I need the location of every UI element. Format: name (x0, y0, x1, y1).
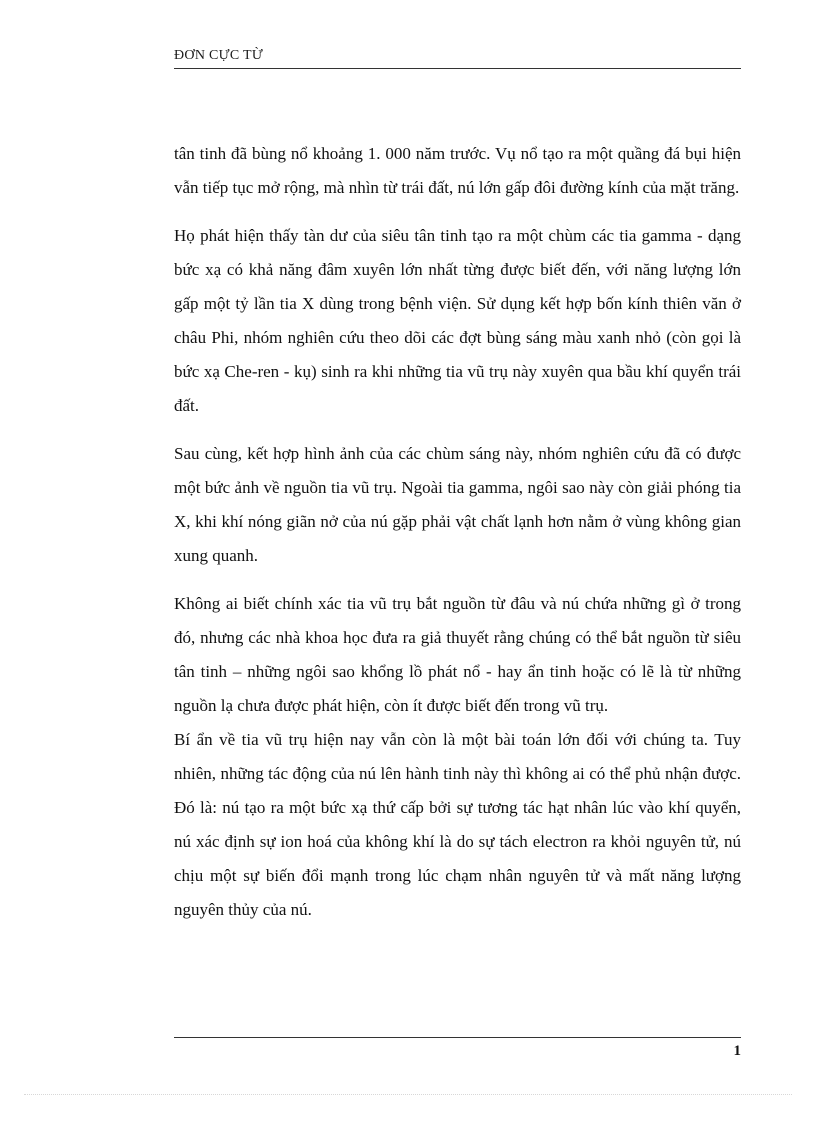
paragraph-5: Bí ẩn về tia vũ trụ hiện nay vẫn còn là một bài toán lớn đối với chúng ta. Tuy nhiên, những tác động của nú lên hành tinh này thì không ai có thể phủ nhận được. Đó là: nú tạo ra một bức xạ thứ cấp bởi sự tương tác hạt nhân lúc vào khí quyển, nú xác định sự ion hoá của không khí là do sự tách electron ra khỏi nguyên tử, nú chịu một sự biến đổi mạnh trong lúc chạm nhân nguyên tử và mất năng lượng nguyên thủy của nú. (174, 730, 741, 919)
footer-divider (174, 1037, 741, 1038)
page-footer (174, 1037, 741, 1067)
header-title: ĐƠN CỰC TỪ (174, 48, 264, 63)
paragraph-2: Họ phát hiện thấy tàn dư của siêu tân tinh tạo ra một chùm các tia gamma - dạng bức xạ có khả năng đâm xuyên lớn nhất từng được biết đến, với năng lượng lớn gấp một tỷ lần tia X dùng trong bệnh viện. Sử dụng kết hợp bốn kính thiên văn ở châu Phi, nhóm nghiên cứu theo dõi các đợt bùng sáng màu xanh nhỏ (còn gọi là bức xạ Che-ren - kụ) sinh ra khi những tia vũ trụ này xuyên qua bầu khí quyển trái đất. (174, 226, 741, 415)
header-divider (174, 68, 741, 69)
page-header (174, 48, 741, 70)
page-bottom-dotted-divider (24, 1094, 792, 1095)
paragraph-3: Sau cùng, kết hợp hình ảnh của các chùm sáng này, nhóm nghiên cứu đã có được một bức ảnh về nguồn tia vũ trụ. Ngoài tia gamma, ngôi sao này còn giải phóng tia X, khi khí nóng giãn nở của nú gặp phải vật chất lạnh hơn nằm ở vùng không gian xung quanh. (174, 444, 741, 565)
paragraph-1: tân tinh đã bùng nổ khoảng 1. 000 năm trước. Vụ nổ tạo ra một quầng đá bụi hiện vẫn tiếp tục mở rộng, mà nhìn từ trái đất, nú lớn gấp đôi đường kính của mặt trăng. (174, 144, 741, 197)
page-number: 1 (733, 1043, 741, 1059)
body-text (174, 137, 741, 941)
paragraph-4: Không ai biết chính xác tia vũ trụ bắt nguồn từ đâu và nú chứa những gì ở trong đó, nhưng các nhà khoa học đưa ra giả thuyết rằng chúng có thể bắt nguồn từ siêu tân tinh – những ngôi sao khổng lồ phát nổ - hay ẩn tinh hoặc có lẽ là từ những nguồn lạ chưa được phát hiện, còn ít được biết đến trong vũ trụ. (174, 594, 741, 715)
